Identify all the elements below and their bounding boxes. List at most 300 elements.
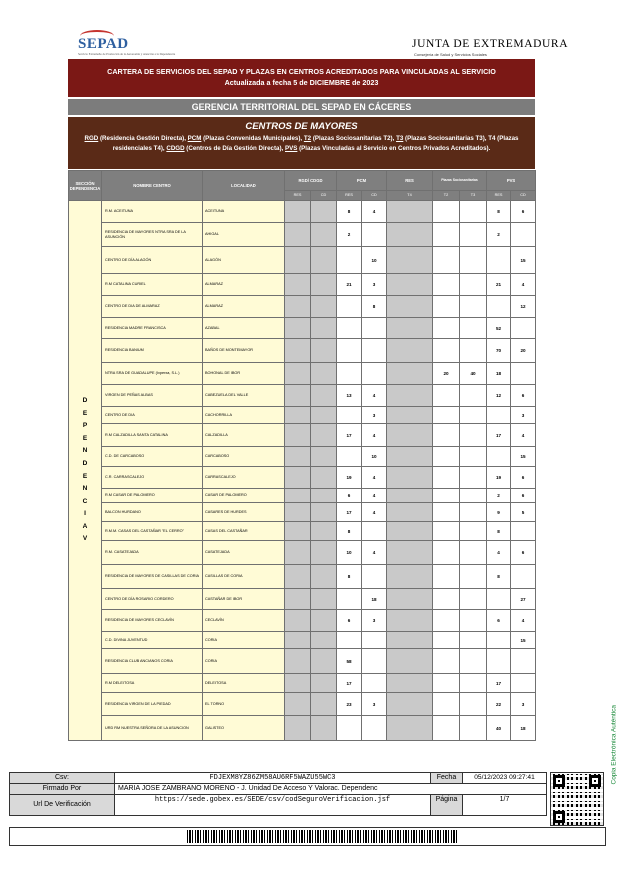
cdgd-cd-cell — [311, 339, 337, 363]
res-t4-cell — [387, 201, 433, 223]
rgd-res-cell — [285, 296, 311, 318]
cdgd-cd-cell — [311, 565, 337, 589]
t3-cell — [460, 407, 487, 424]
t3-cell — [460, 541, 487, 565]
pcm-cd-cell: 4 — [362, 503, 387, 522]
rgd-res-cell — [285, 522, 311, 541]
pvs-res-cell: 52 — [487, 318, 511, 339]
pvs-res-cell: 8 — [487, 565, 511, 589]
pcm-cd-cell: 10 — [362, 247, 387, 274]
section-letter: C — [82, 497, 88, 505]
center-localidad: ALMARAZ — [203, 274, 285, 296]
center-name: RESIDENCIA DE MAYORES DE CASILLAS DE CORIA — [102, 565, 203, 589]
cdgd-cd-cell — [311, 632, 337, 649]
csv-value: FDJEXM8YZ86ZM58AU6RF5WAZU55WC3 — [115, 773, 431, 784]
table-row — [69, 541, 536, 565]
pcm-cd-cell: 8 — [362, 296, 387, 318]
center-localidad: AHIGAL — [203, 223, 285, 247]
center-name: CENTRO DE DIA — [102, 407, 203, 424]
t2-cell — [433, 674, 460, 693]
table-row — [69, 407, 536, 424]
center-name: C.D. DE CARCABOSO — [102, 447, 203, 467]
title-line-2: Actualizada a fecha 5 de DICIEMBRE de 2023 — [224, 78, 379, 87]
pcm-res-cell: 2 — [337, 223, 362, 247]
t3-cell — [460, 274, 487, 296]
res-t4-cell — [387, 649, 433, 674]
rgd-res-cell — [285, 339, 311, 363]
header-nombre-centro: NOMBRE CENTRO — [102, 171, 203, 201]
res-t4-cell — [387, 693, 433, 716]
center-localidad: CECLAVÍN — [203, 610, 285, 632]
pvs-cd-cell: 6 — [511, 489, 536, 503]
rgd-res-cell — [285, 716, 311, 741]
table-row — [69, 489, 536, 503]
cdgd-cd-cell — [311, 424, 337, 447]
t2-cell — [433, 296, 460, 318]
pvs-cd-cell: 15 — [511, 247, 536, 274]
pcm-cd-cell: 3 — [362, 407, 387, 424]
subheader-cell: CD — [511, 191, 536, 201]
pvs-res-cell — [487, 247, 511, 274]
cdgd-cd-cell — [311, 649, 337, 674]
res-t4-cell — [387, 674, 433, 693]
cdgd-cd-cell — [311, 489, 337, 503]
verification-url-link[interactable]: https://sede.gobex.es/SEDE/csv/codSeguroVerificacion.jsf — [115, 795, 431, 816]
center-localidad: CORIA — [203, 632, 285, 649]
pcm-cd-cell: 4 — [362, 541, 387, 565]
pcm-res-cell — [337, 296, 362, 318]
pvs-res-cell: 17 — [487, 674, 511, 693]
subheader-cell: T3 — [460, 191, 487, 201]
header-res: RES — [387, 171, 433, 191]
rgd-res-cell — [285, 467, 311, 489]
pcm-cd-cell: 4 — [362, 385, 387, 407]
res-t4-cell — [387, 489, 433, 503]
pcm-cd-cell: 3 — [362, 693, 387, 716]
center-name: RESIDENCIA BANIUM — [102, 339, 203, 363]
cdgd-cd-cell — [311, 407, 337, 424]
t3-cell — [460, 674, 487, 693]
pcm-res-cell — [337, 247, 362, 274]
center-name: RESIDENCIA DE MAYORES NTRA SRA DE LA ASUNCIÓN — [102, 223, 203, 247]
pcm-res-cell — [337, 716, 362, 741]
center-localidad: ALMARAZ — [203, 296, 285, 318]
logo-text: SEPAD — [78, 36, 129, 52]
pvs-res-cell: 9 — [487, 503, 511, 522]
table-row — [69, 716, 536, 741]
rgd-res-cell — [285, 565, 311, 589]
pvs-cd-cell — [511, 674, 536, 693]
rgd-res-cell — [285, 632, 311, 649]
barcode-icon — [187, 830, 459, 843]
pvs-res-cell: 22 — [487, 693, 511, 716]
pvs-res-cell — [487, 649, 511, 674]
pvs-res-cell — [487, 407, 511, 424]
pvs-cd-cell: 12 — [511, 296, 536, 318]
pcm-res-cell: 17 — [337, 424, 362, 447]
t3-cell — [460, 467, 487, 489]
pvs-cd-cell: 6 — [511, 541, 536, 565]
center-name: CENTRO DE DÍA ROSARIO CORDERO — [102, 589, 203, 610]
pcm-cd-cell — [362, 674, 387, 693]
pcm-cd-cell — [362, 632, 387, 649]
header-pcm: PCM — [337, 171, 387, 191]
center-name: R.M. CASATEJADA — [102, 541, 203, 565]
center-name: VIRGEN DE PEÑAS ALBAS — [102, 385, 203, 407]
t2-cell — [433, 201, 460, 223]
center-localidad: CASAR DE PALOMERO — [203, 489, 285, 503]
t3-cell — [460, 589, 487, 610]
t3-cell — [460, 247, 487, 274]
subheader-cell: RES — [337, 191, 362, 201]
center-name: RESIDENCIA VIRGEN DE LA PIEDAD — [102, 693, 203, 716]
t2-cell — [433, 318, 460, 339]
cdgd-cd-cell — [311, 589, 337, 610]
cdgd-cd-cell — [311, 296, 337, 318]
t3-cell — [460, 201, 487, 223]
cdgd-cd-cell — [311, 201, 337, 223]
t2-cell — [433, 489, 460, 503]
table-row — [69, 589, 536, 610]
document-title — [68, 59, 535, 97]
table-row — [69, 610, 536, 632]
pcm-res-cell: 6 — [337, 610, 362, 632]
rgd-res-cell — [285, 385, 311, 407]
table-row — [69, 674, 536, 693]
t3-cell: 40 — [460, 363, 487, 385]
pcm-res-cell — [337, 632, 362, 649]
t2-cell — [433, 716, 460, 741]
res-t4-cell — [387, 247, 433, 274]
pcm-res-cell — [337, 339, 362, 363]
t2-cell — [433, 589, 460, 610]
pvs-cd-cell — [511, 649, 536, 674]
center-localidad: EL TORNO — [203, 693, 285, 716]
table-row — [69, 274, 536, 296]
t2-cell — [433, 223, 460, 247]
rgd-res-cell — [285, 503, 311, 522]
pcm-res-cell: 23 — [337, 693, 362, 716]
t2-cell — [433, 467, 460, 489]
center-localidad: BOHONAL DE IBOR — [203, 363, 285, 385]
table-row — [69, 363, 536, 385]
res-t4-cell — [387, 296, 433, 318]
t3-cell — [460, 693, 487, 716]
legend-text: RGD (Residencia Gestión Directa), PCM (Plazas Convenidas Municipales), T2 (Plazas Sociosanitarias T2), T3 (Plazas Sociosanitarias T3), T4 (Plazas residenciales T4), CDGD (Centros de Día Gestión Directa), PVS (Plazas Vinculadas al Servicio en Centros Privados Acreditados). — [84, 135, 519, 152]
pvs-res-cell — [487, 447, 511, 467]
res-t4-cell — [387, 716, 433, 741]
cdgd-cd-cell — [311, 716, 337, 741]
res-t4-cell — [387, 223, 433, 247]
t2-cell — [433, 632, 460, 649]
cdgd-cd-cell — [311, 503, 337, 522]
pcm-res-cell — [337, 447, 362, 467]
junta-logo-text: JUNTA DE EXTREMADURA — [412, 38, 569, 50]
pcm-cd-cell — [362, 339, 387, 363]
table-row — [69, 447, 536, 467]
res-t4-cell — [387, 339, 433, 363]
pcm-cd-cell — [362, 318, 387, 339]
pvs-cd-cell: 4 — [511, 274, 536, 296]
pcm-res-cell: 8 — [337, 201, 362, 223]
section-letter: E — [82, 434, 88, 442]
center-localidad: CALZADILLA — [203, 424, 285, 447]
t3-cell — [460, 296, 487, 318]
header-pvs: PVS — [487, 171, 536, 191]
center-localidad: ACEITUNA — [203, 201, 285, 223]
t3-cell — [460, 447, 487, 467]
section-letter: E — [82, 472, 88, 480]
rgd-res-cell — [285, 489, 311, 503]
pcm-res-cell — [337, 318, 362, 339]
t2-cell — [433, 649, 460, 674]
table-row — [69, 649, 536, 674]
center-localidad: CORIA — [203, 649, 285, 674]
pcm-cd-cell: 18 — [362, 589, 387, 610]
pcm-res-cell: 8 — [337, 522, 362, 541]
pvs-cd-cell: 15 — [511, 447, 536, 467]
center-name: C.D. DIVINA JUVENTUD — [102, 632, 203, 649]
t3-cell — [460, 339, 487, 363]
cdgd-cd-cell — [311, 541, 337, 565]
t3-cell — [460, 610, 487, 632]
center-name: CENTRO DE DÍA ALAGÓN — [102, 247, 203, 274]
pvs-cd-cell: 20 — [511, 339, 536, 363]
section-letter: V — [82, 535, 88, 543]
subheader-cell: RES — [487, 191, 511, 201]
res-t4-cell — [387, 318, 433, 339]
pagina-value: 1/7 — [463, 795, 547, 816]
rgd-res-cell — [285, 318, 311, 339]
pvs-res-cell: 6 — [487, 610, 511, 632]
pvs-res-cell: 8 — [487, 522, 511, 541]
pvs-res-cell: 21 — [487, 274, 511, 296]
cdgd-cd-cell — [311, 363, 337, 385]
subheader-cell: T4 — [387, 191, 433, 201]
sepad-logo — [78, 36, 176, 60]
pcm-cd-cell — [362, 649, 387, 674]
section-letter: N — [82, 485, 88, 493]
t2-cell — [433, 541, 460, 565]
res-t4-cell — [387, 503, 433, 522]
pcm-res-cell: 58 — [337, 649, 362, 674]
center-localidad: CASTAÑAR DE IBOR — [203, 589, 285, 610]
center-localidad: CASARES DE HURDES — [203, 503, 285, 522]
section-letter: D — [82, 396, 88, 404]
cdgd-cd-cell — [311, 467, 337, 489]
rgd-res-cell — [285, 201, 311, 223]
center-name: R.M CATALINA CURIEL — [102, 274, 203, 296]
pcm-res-cell: 6 — [337, 489, 362, 503]
pcm-cd-cell — [362, 716, 387, 741]
pvs-cd-cell: 3 — [511, 407, 536, 424]
logo-arc-icon — [80, 30, 114, 42]
center-name: R.M DELEITOSA — [102, 674, 203, 693]
pcm-cd-cell — [362, 363, 387, 385]
center-name: BALCON HURDANO — [102, 503, 203, 522]
pcm-res-cell: 13 — [337, 385, 362, 407]
pvs-cd-cell: 6 — [511, 385, 536, 407]
table-row — [69, 632, 536, 649]
pcm-res-cell: 17 — [337, 674, 362, 693]
res-t4-cell — [387, 541, 433, 565]
t2-cell — [433, 503, 460, 522]
centros-title: CENTROS DE MAYORES — [245, 121, 358, 132]
center-localidad: AZABAL — [203, 318, 285, 339]
t3-cell — [460, 522, 487, 541]
qr-code-icon — [550, 772, 604, 826]
center-localidad: CASILLAS DE CORIA — [203, 565, 285, 589]
pvs-cd-cell: 6 — [511, 467, 536, 489]
subheader-cell: RES — [285, 191, 311, 201]
center-name: R.M CALZADILLA SANTA CATALINA — [102, 424, 203, 447]
section-letter: D — [82, 459, 88, 467]
centers-table — [68, 170, 536, 741]
pcm-cd-cell — [362, 522, 387, 541]
pcm-cd-cell: 4 — [362, 424, 387, 447]
pagina-label: Página — [431, 795, 463, 816]
table-row — [69, 201, 536, 223]
pvs-cd-cell: 3 — [511, 693, 536, 716]
res-t4-cell — [387, 424, 433, 447]
pvs-cd-cell: 27 — [511, 589, 536, 610]
t2-cell — [433, 385, 460, 407]
section-dependencia-cell — [69, 201, 102, 741]
center-localidad: CASATEJADA — [203, 541, 285, 565]
pcm-res-cell: 21 — [337, 274, 362, 296]
pvs-res-cell — [487, 296, 511, 318]
res-t4-cell — [387, 565, 433, 589]
cdgd-cd-cell — [311, 223, 337, 247]
center-name: URD RM NUESTRA SEÑORA DE LA ASUNCION — [102, 716, 203, 741]
res-t4-cell — [387, 467, 433, 489]
center-name: R.M.M. CASAS DEL CASTAÑAR "EL CERRO" — [102, 522, 203, 541]
rgd-res-cell — [285, 649, 311, 674]
pcm-cd-cell: 3 — [362, 610, 387, 632]
center-name: R.M. ACEITUNA — [102, 201, 203, 223]
pvs-res-cell: 8 — [487, 201, 511, 223]
pcm-cd-cell: 4 — [362, 489, 387, 503]
pvs-cd-cell — [511, 363, 536, 385]
pvs-res-cell: 4 — [487, 541, 511, 565]
res-t4-cell — [387, 363, 433, 385]
res-t4-cell — [387, 447, 433, 467]
section-letter: A — [82, 522, 88, 530]
rgd-res-cell — [285, 424, 311, 447]
pvs-cd-cell: 4 — [511, 610, 536, 632]
subheader-cell: T2 — [433, 191, 460, 201]
pcm-cd-cell — [362, 223, 387, 247]
table-row — [69, 296, 536, 318]
rgd-res-cell — [285, 247, 311, 274]
gerencia-bar: GERENCIA TERRITORIAL DEL SEPAD EN CÁCERES — [68, 99, 535, 115]
cdgd-cd-cell — [311, 522, 337, 541]
subheader-cell: CD — [362, 191, 387, 201]
pvs-res-cell — [487, 589, 511, 610]
center-localidad: DELEITOSA — [203, 674, 285, 693]
pvs-res-cell: 70 — [487, 339, 511, 363]
table-row — [69, 385, 536, 407]
section-letter: E — [82, 409, 88, 417]
url-label: Url De Verificación — [10, 795, 115, 816]
center-localidad: CARRASCALEJO — [203, 467, 285, 489]
pvs-res-cell: 40 — [487, 716, 511, 741]
rgd-res-cell — [285, 693, 311, 716]
junta-subtitle: Consejería de Salud y Servicios Sociales — [414, 52, 487, 57]
t2-cell — [433, 274, 460, 296]
pvs-cd-cell — [511, 223, 536, 247]
t3-cell — [460, 318, 487, 339]
verification-table — [9, 772, 547, 816]
pvs-cd-cell: 18 — [511, 716, 536, 741]
pvs-res-cell: 17 — [487, 424, 511, 447]
t2-cell — [433, 565, 460, 589]
res-t4-cell — [387, 274, 433, 296]
res-t4-cell — [387, 522, 433, 541]
fecha-value: 05/12/2023 09:27:41 — [463, 773, 547, 784]
cdgd-cd-cell — [311, 274, 337, 296]
pvs-cd-cell: 4 — [511, 424, 536, 447]
pcm-cd-cell — [362, 565, 387, 589]
pcm-cd-cell: 10 — [362, 447, 387, 467]
table-row — [69, 247, 536, 274]
table-row — [69, 223, 536, 247]
t3-cell — [460, 565, 487, 589]
center-name: R.M CASAR DE PALOMERO — [102, 489, 203, 503]
table-row — [69, 339, 536, 363]
center-localidad: ALAGÓN — [203, 247, 285, 274]
t2-cell — [433, 339, 460, 363]
pcm-res-cell — [337, 589, 362, 610]
t3-cell — [460, 632, 487, 649]
pvs-cd-cell — [511, 522, 536, 541]
t2-cell — [433, 522, 460, 541]
res-t4-cell — [387, 407, 433, 424]
cdgd-cd-cell — [311, 447, 337, 467]
pvs-res-cell: 2 — [487, 489, 511, 503]
table-row — [69, 522, 536, 541]
t2-cell — [433, 693, 460, 716]
t2-cell — [433, 407, 460, 424]
pcm-res-cell — [337, 407, 362, 424]
title-line-1: CARTERA DE SERVICIOS DEL SEPAD Y PLAZAS EN CENTROS ACREDITADOS PARA VINCULADAS AL SERVICIO — [107, 67, 496, 76]
cdgd-cd-cell — [311, 674, 337, 693]
t3-cell — [460, 424, 487, 447]
center-localidad: CACHORRILLA — [203, 407, 285, 424]
pvs-cd-cell — [511, 565, 536, 589]
pcm-cd-cell: 4 — [362, 201, 387, 223]
center-name: RESIDENCIA MADRE FRANCISCA — [102, 318, 203, 339]
rgd-res-cell — [285, 447, 311, 467]
t3-cell — [460, 503, 487, 522]
section-letter: I — [84, 510, 86, 518]
t3-cell — [460, 489, 487, 503]
res-t4-cell — [387, 632, 433, 649]
pvs-res-cell: 18 — [487, 363, 511, 385]
rgd-res-cell — [285, 674, 311, 693]
rgd-res-cell — [285, 610, 311, 632]
pvs-res-cell: 12 — [487, 385, 511, 407]
table-row — [69, 467, 536, 489]
table-row — [69, 565, 536, 589]
pvs-res-cell: 2 — [487, 223, 511, 247]
pvs-res-cell — [487, 632, 511, 649]
pcm-res-cell: 17 — [337, 503, 362, 522]
centros-section-header — [68, 117, 535, 169]
t2-cell: 20 — [433, 363, 460, 385]
cdgd-cd-cell — [311, 318, 337, 339]
center-name: RESIDENCIA DE MAYORES CECLAVÍN — [102, 610, 203, 632]
